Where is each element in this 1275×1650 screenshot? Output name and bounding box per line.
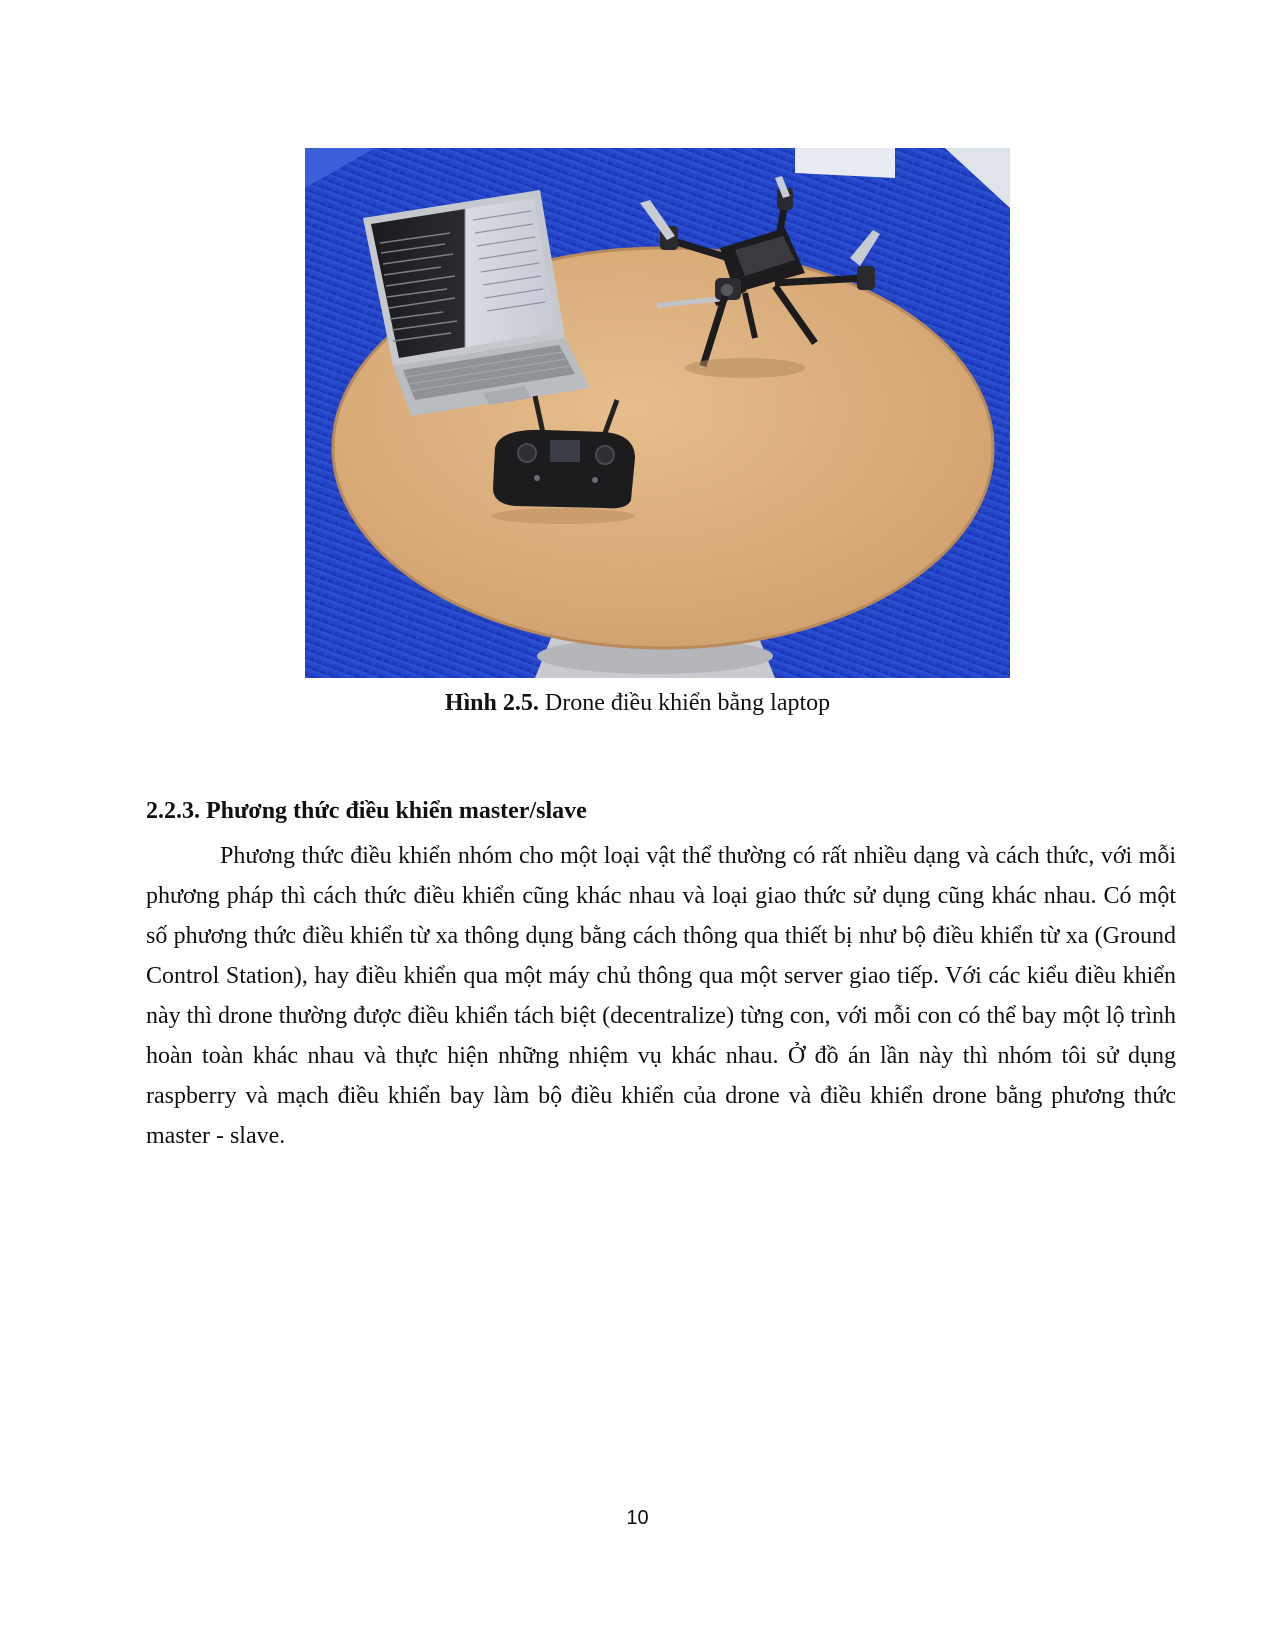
figure-caption-label: Hình 2.5. [444, 690, 539, 716]
controller-screen [550, 440, 580, 462]
controller-stick-left [518, 444, 536, 462]
section-heading: 2.2.3. Phương thức điều khiển master/slave [146, 798, 587, 824]
drone-camera [721, 284, 733, 296]
drone-motor [857, 266, 875, 290]
figure-caption [0, 688, 1275, 718]
page-number: 10 [626, 1507, 649, 1529]
drone-laptop-photo [305, 148, 1010, 678]
figure-photo [305, 148, 1010, 678]
drone-shadow [685, 358, 805, 378]
controller-shadow [491, 508, 635, 524]
background-panel [795, 148, 895, 178]
section-paragraph: Phương thức điều khiển nhóm cho một loại vật thể thường có rất nhiều dạng và cách thức, với mỗi phương pháp thì cách thức điều khiển cũng khác nhau và loại giao thức sử dụng cũng khác nhau. Có một số phương thức điều khiển từ xa thông dụng bằng cách thông qua thiết bị như bộ điều khiển từ xa (Ground Control Station), hay điều khiển qua một máy chủ thông qua một server giao tiếp. Với các kiểu điều khiển này thì drone thường được điều khiển tách biệt (decentralize) từng con, với mỗi con có thể bay một lộ trình hoàn toàn khác nhau và thực hiện những nhiệm vụ khác nhau. Ở đồ án lần này thì nhóm tôi sử dụng raspberry và mạch điều khiển bay làm bộ điều khiển của drone và điều khiển drone bằng phương thức master - slave. [146, 843, 1176, 1149]
figure-caption-text: Drone điều khiển bằng laptop [538, 690, 831, 716]
controller-stick-right [596, 446, 614, 464]
